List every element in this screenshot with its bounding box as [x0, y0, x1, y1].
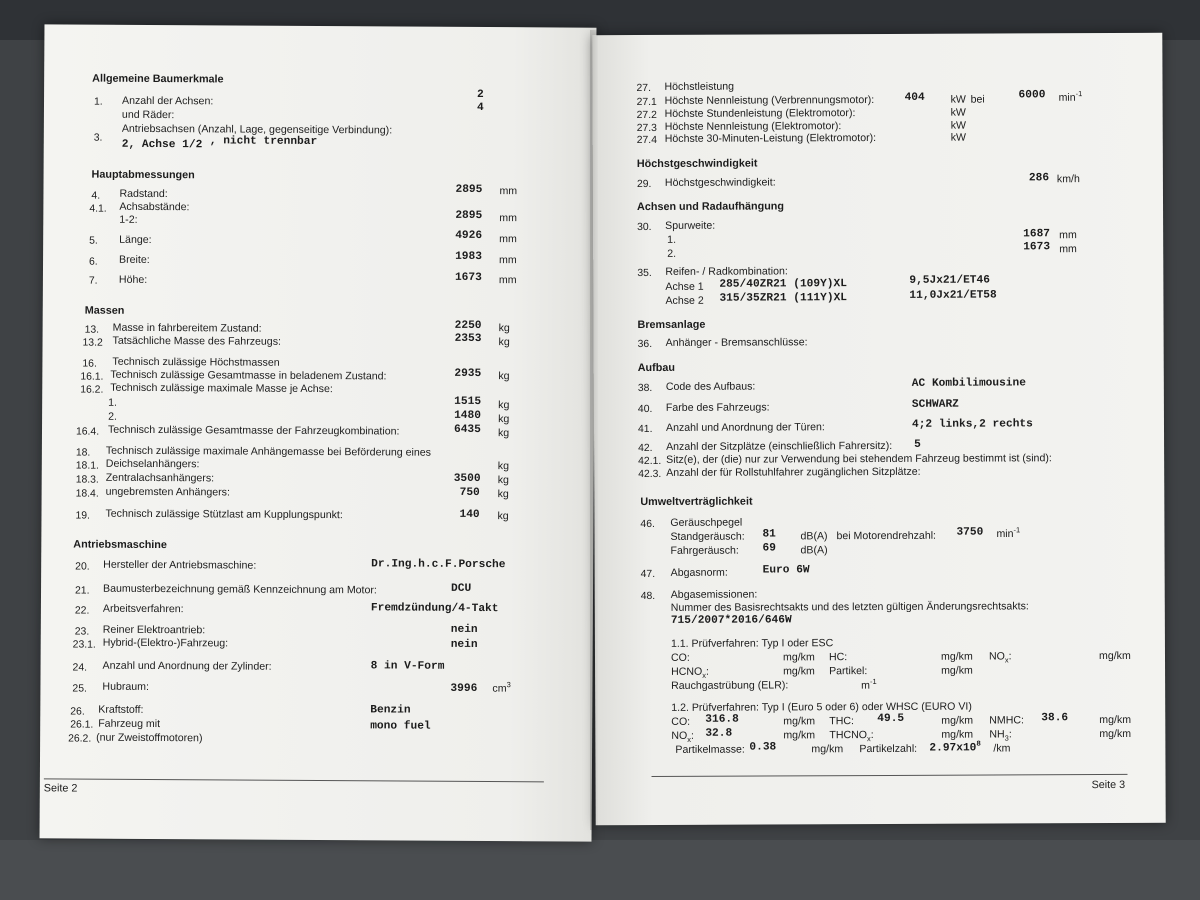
item-number: 4.1. — [89, 203, 107, 215]
field-label: Zentralachsanhängers: — [105, 471, 215, 485]
field-value: mono fuel — [370, 720, 431, 733]
test-procedure-heading: 1.2. Prüfverfahren: Typ I (Euro 5 oder 6) oder WHSC (EURO VI) — [671, 700, 972, 714]
field-label: Anzahl und Anordnung der Zylinder: — [102, 659, 272, 673]
field-value: , nicht trennbar — [209, 135, 318, 148]
section-brakes: Bremsanlage — [637, 318, 706, 332]
item-number: 22. — [74, 605, 90, 617]
item-number: 18.3. — [75, 474, 99, 486]
field-unit: kg — [498, 370, 510, 383]
field-label: Technisch zulässige Höchstmassen — [112, 355, 280, 369]
field-label: 1-2: — [119, 213, 138, 226]
field-label: Technisch zulässige Gesamtmasse der Fahrzeugkombination: — [107, 423, 400, 438]
page-fold — [590, 30, 598, 830]
field-value: Fremdzündung/4-Takt — [370, 602, 499, 616]
field-label: Hersteller der Antriebsmaschine: — [103, 558, 257, 572]
field-value: SCHWARZ — [911, 398, 959, 411]
item-number: 27.2 — [636, 109, 657, 122]
field-label: Antriebsachsen (Anzahl, Lage, gegenseitige Verbindung): — [121, 122, 393, 137]
field-value: 3500 — [453, 472, 481, 485]
field-unit: kg — [497, 488, 509, 501]
field-value: 32.8 — [705, 727, 733, 740]
item-number: 46. — [640, 518, 655, 531]
field-unit: kg — [498, 413, 510, 426]
field-label: Farbe des Fahrzeugs: — [665, 401, 770, 414]
field-value: AC Kombilimousine — [911, 377, 1026, 390]
field-unit: mm — [1059, 243, 1077, 256]
item-number: 16.1. — [80, 371, 104, 383]
item-number: 19. — [75, 510, 90, 522]
field-label: Anzahl der Sitzplätze (einschließlich Fahrersitz): — [666, 439, 893, 453]
footer-rule — [44, 778, 544, 782]
field-label: $HCNO_x$: — [671, 665, 709, 680]
field-label: Höchste 30-Minuten-Leistung (Elektromotor): — [664, 132, 877, 145]
item-number: 13. — [84, 324, 100, 336]
field-label: Höchstleistung — [664, 80, 735, 93]
section-general: Allgemeine Baumerkmale — [92, 72, 224, 86]
item-number: 6. — [89, 256, 98, 268]
field-label: Masse in fahrbereitem Zustand: — [112, 321, 262, 335]
field-value: 2250 — [454, 319, 482, 332]
field-unit: kW — [950, 119, 967, 132]
field-value: 715/2007*2016/646W — [670, 614, 792, 627]
field-label: Geräuschpegel — [670, 516, 743, 529]
field-label: Fahrzeug mit — [98, 717, 161, 731]
page-number: Seite 3 — [1091, 778, 1126, 792]
field-value: 285/40ZR21 (109Y)XL — [719, 278, 847, 291]
item-number: 24. — [72, 662, 88, 674]
field-unit: kg — [498, 322, 510, 335]
item-number: 26.1. — [70, 719, 94, 731]
field-label: Höchste Nennleistung (Verbrennungsmotor): — [664, 94, 875, 107]
item-number: 16. — [82, 358, 97, 370]
field-unit: kg — [497, 427, 510, 440]
field-value: 140 — [459, 508, 480, 521]
section-axles: Achsen und Radaufhängung — [637, 200, 785, 214]
field-value: Euro 6W — [762, 564, 810, 577]
field-label: Höchstgeschwindigkeit: — [664, 176, 776, 189]
field-unit: mg/km — [941, 728, 974, 741]
field-value: 404 — [904, 91, 925, 104]
field-value: 1480 — [454, 409, 482, 422]
field-label: Kraftstoff: — [98, 703, 144, 716]
field-label: Reifen- / Radkombination: — [665, 265, 788, 278]
item-number: 18.1. — [75, 460, 99, 472]
field-value: 2, Achse 1/2 — [121, 138, 203, 152]
field-label: Radstand: — [119, 187, 168, 201]
item-number: 16.4. — [75, 426, 100, 438]
field-label: Höchste Stundenleistung (Elektromotor): — [664, 107, 856, 120]
field-label: Partikelmasse: — [675, 743, 745, 756]
test-procedure-heading: 1.1. Prüfverfahren: Typ I oder ESC — [670, 637, 834, 650]
field-value: 2353 — [454, 332, 482, 345]
item-number: 18. — [75, 447, 91, 459]
field-label: NMHC: — [989, 714, 1025, 727]
field-unit: mg/km — [783, 715, 816, 728]
document-page-3 — [592, 33, 1165, 825]
item-number: 27.4 — [636, 134, 657, 147]
item-number: 3. — [93, 132, 103, 144]
item-number: 27.1 — [636, 96, 657, 109]
field-label: 1. — [108, 396, 118, 409]
field-unit: mg/km — [783, 665, 815, 678]
item-number: 35. — [637, 267, 652, 280]
field-unit: kW — [950, 106, 966, 119]
field-unit: mm — [1059, 229, 1077, 242]
field-label: Arbeitsverfahren: — [102, 602, 184, 616]
field-unit: mm — [499, 185, 518, 198]
field-label: $THCNO_x$: — [829, 729, 874, 744]
field-value: 5 — [914, 438, 921, 451]
field-unit: /km — [993, 742, 1011, 755]
field-label: Baumusterbezeichnung gemäß Kennzeichnung am Motor: — [103, 582, 377, 597]
field-unit: mg/km — [1098, 649, 1131, 663]
item-number: 40. — [637, 403, 653, 416]
field-label: Technisch zulässige Gesamtmasse in beladenem Zustand: — [110, 368, 387, 383]
field-value: 286 — [1028, 172, 1050, 185]
field-label: Anzahl der für Rollstuhlfahrer zugänglichen Sitzplätze: — [666, 465, 921, 479]
field-value: 8 in V-Form — [370, 660, 445, 673]
field-value: 2895 — [455, 209, 483, 222]
field-value: Benzin — [370, 704, 411, 717]
item-number: 16.2. — [80, 384, 104, 396]
field-unit: mg/km — [941, 714, 974, 727]
field-value: DCU — [451, 582, 472, 595]
field-label: Achsabstände: — [119, 200, 190, 214]
item-number: 7. — [88, 275, 98, 287]
field-label: CO: — [671, 715, 691, 728]
field-unit: mg/km — [811, 743, 844, 756]
field-value: 69 — [762, 542, 776, 555]
item-number: 5. — [89, 235, 98, 247]
field-label: Höhe: — [118, 273, 148, 286]
field-label: Technisch zulässige maximale Masse je Achse: — [110, 381, 333, 396]
field-unit: kg — [498, 399, 510, 412]
field-label: und Räder: — [121, 108, 175, 122]
field-unit: $\min^{-1}$ — [996, 525, 1021, 541]
page-number: Seite 2 — [43, 782, 78, 795]
field-unit: kg — [497, 510, 509, 523]
item-number: 4. — [91, 190, 101, 202]
field-unit: mg/km — [940, 650, 973, 663]
item-number: 42. — [638, 442, 653, 455]
item-number: 18.4. — [75, 488, 99, 500]
field-unit: mm — [499, 254, 517, 267]
item-number: 29. — [636, 178, 652, 191]
field-label: CO: — [670, 651, 690, 664]
field-label: Achse 2 — [665, 294, 704, 307]
field-unit: dB(A) — [800, 544, 828, 557]
field-value: nein — [450, 638, 478, 651]
item-number: 38. — [637, 382, 653, 395]
item-number: 27.3 — [636, 122, 657, 135]
field-label: Technisch zulässige maximale Anhängemasse bei Beförderung eines — [105, 444, 431, 459]
field-label: 2. — [108, 410, 117, 423]
field-label: Abgasemissionen: — [670, 588, 758, 601]
field-label: Sitz(e), der (die) nur zur Verwendung bei stehendem Fahrzeug bestimmt ist (sind): — [666, 452, 1052, 466]
field-label: Höchste Nennleistung (Elektromotor): — [664, 120, 842, 133]
item-number: 47. — [640, 568, 656, 581]
field-unit: $\min^{-1}$ — [1058, 89, 1083, 104]
item-number: 21. — [74, 585, 90, 597]
field-label: Anzahl und Anordnung der Türen: — [665, 421, 825, 434]
field-unit: mg/km — [782, 651, 815, 664]
field-text: bei — [970, 93, 985, 106]
field-value: 49.5 — [877, 712, 905, 726]
field-value: 6435 — [453, 423, 481, 436]
field-value: 81 — [762, 528, 776, 541]
field-label: Deichselanhängers: — [105, 457, 200, 471]
section-engine: Antriebsmaschine — [73, 538, 167, 552]
field-label: Anzahl der Achsen: — [121, 94, 214, 108]
field-label: Partikel: — [829, 665, 868, 678]
field-text: bei Motorendrehzahl: — [836, 529, 937, 543]
field-value: 0.38 — [749, 741, 777, 754]
field-value: Dr.Ing.h.c.F.Porsche — [371, 558, 506, 572]
field-label: (nur Zweistoffmotoren) — [96, 731, 203, 745]
field-label: Hybrid-(Elektro-)Fahrzeug: — [102, 636, 229, 650]
field-label: Rauchgastrübung (ELR): — [671, 679, 789, 692]
field-value: 2895 — [455, 183, 483, 196]
field-label: Nummer des Basisrechtsakts und des letzten gültigen Änderungsrechtsakts: — [670, 600, 1029, 614]
field-value: 1673 — [454, 271, 482, 284]
footer-rule — [652, 774, 1128, 777]
item-number: 48. — [640, 590, 656, 603]
field-unit: mg/km — [1099, 727, 1132, 741]
section-environment: Umweltverträglichkeit — [640, 495, 753, 509]
field-unit: kg — [497, 474, 509, 487]
item-number: 30. — [637, 221, 652, 234]
item-number: 23. — [74, 626, 90, 638]
field-value: nein — [450, 623, 478, 636]
field-value: 11,0Jx21/ET58 — [909, 289, 997, 302]
field-unit: dB(A) — [800, 530, 828, 543]
field-label: Standgeräusch: — [670, 530, 745, 543]
section-max-speed: Höchstgeschwindigkeit — [636, 157, 758, 171]
field-label: 2. — [667, 247, 677, 260]
item-number: 27. — [636, 82, 651, 95]
field-unit: mm — [498, 274, 517, 287]
field-value: 316.8 — [705, 713, 739, 726]
field-unit: mg/km — [783, 729, 816, 742]
item-number: 26.2. — [68, 733, 92, 745]
field-unit: kg — [498, 336, 510, 349]
field-value: 1673 — [1023, 241, 1051, 254]
field-label: Spurweite: — [665, 219, 716, 232]
section-body: Aufbau — [637, 361, 675, 375]
background-table — [0, 840, 1200, 900]
section-dimensions: Hauptabmessungen — [91, 168, 195, 182]
field-label: Breite: — [119, 253, 150, 266]
field-label: Fahrgeräusch: — [670, 544, 739, 557]
field-label: 1. — [667, 233, 677, 246]
item-number: 1. — [93, 96, 103, 108]
field-unit: mg/km — [1099, 713, 1132, 727]
item-number: 20. — [75, 561, 90, 573]
field-value: 38.6 — [1041, 712, 1069, 725]
section-masses: Massen — [84, 304, 125, 317]
field-label: Abgasnorm: — [670, 566, 728, 579]
item-number: 42.3. — [638, 468, 662, 481]
field-label: Reiner Elektroantrieb: — [102, 623, 206, 637]
field-label: $NO_x$: — [988, 650, 1012, 665]
item-number: 41. — [637, 423, 653, 436]
field-value: 4 — [476, 101, 484, 115]
field-value: 4;2 links,2 rechts — [911, 418, 1033, 431]
field-unit: mm — [499, 212, 518, 225]
field-label: THC: — [829, 715, 855, 728]
field-unit: kg — [497, 460, 510, 473]
field-label: Hubraum: — [102, 680, 149, 693]
field-label: Code des Aufbaus: — [665, 380, 756, 393]
field-value: 1983 — [455, 250, 482, 263]
field-label: Länge: — [119, 233, 152, 246]
item-number: 42.1. — [638, 455, 662, 468]
field-label: Partikelzahl: — [859, 742, 918, 756]
field-label: $NH_3$: — [989, 728, 1012, 743]
field-unit: km/h — [1056, 173, 1080, 186]
item-number: 23.1. — [72, 639, 96, 651]
field-label: Technisch zulässige Stützlast am Kupplungspunkt: — [105, 507, 343, 522]
field-unit: kW — [950, 131, 967, 144]
item-number: 25. — [72, 683, 87, 695]
document-page-2 — [40, 24, 597, 841]
field-value: 315/35ZR21 (111Y)XL — [719, 292, 848, 305]
field-label: Anhänger - Bremsanschlüsse: — [665, 336, 808, 349]
item-number: 36. — [637, 338, 653, 351]
field-unit: mm — [499, 233, 517, 246]
field-label: $NO_x$: — [671, 729, 694, 744]
field-label: Tatsächliche Masse des Fahrzeugs: — [112, 334, 281, 348]
field-value: 2935 — [454, 367, 482, 380]
field-value: 750 — [459, 486, 480, 499]
field-unit: mg/km — [941, 664, 973, 677]
field-value: 2 — [477, 88, 484, 102]
field-value: 3996 — [450, 682, 478, 695]
item-number: 13.2 — [82, 337, 103, 349]
field-label: Achse 1 — [665, 280, 704, 293]
field-value: 1515 — [454, 395, 482, 408]
field-unit: kW — [950, 93, 966, 106]
field-value: 4926 — [455, 229, 483, 242]
field-unit: $cm^3$ — [492, 680, 511, 695]
field-unit: $m^{-1}$ — [861, 677, 877, 692]
field-value: 9,5Jx21/ET46 — [909, 274, 990, 287]
field-value: 1687 — [1023, 228, 1051, 241]
field-value: $2.97x10^8$ — [929, 740, 981, 755]
field-label: ungebremsten Anhängers: — [105, 485, 230, 499]
item-number: 26. — [70, 706, 85, 718]
field-label: HC: — [828, 651, 848, 664]
field-value: 6000 — [1018, 89, 1046, 102]
field-value: 3750 — [956, 526, 984, 539]
